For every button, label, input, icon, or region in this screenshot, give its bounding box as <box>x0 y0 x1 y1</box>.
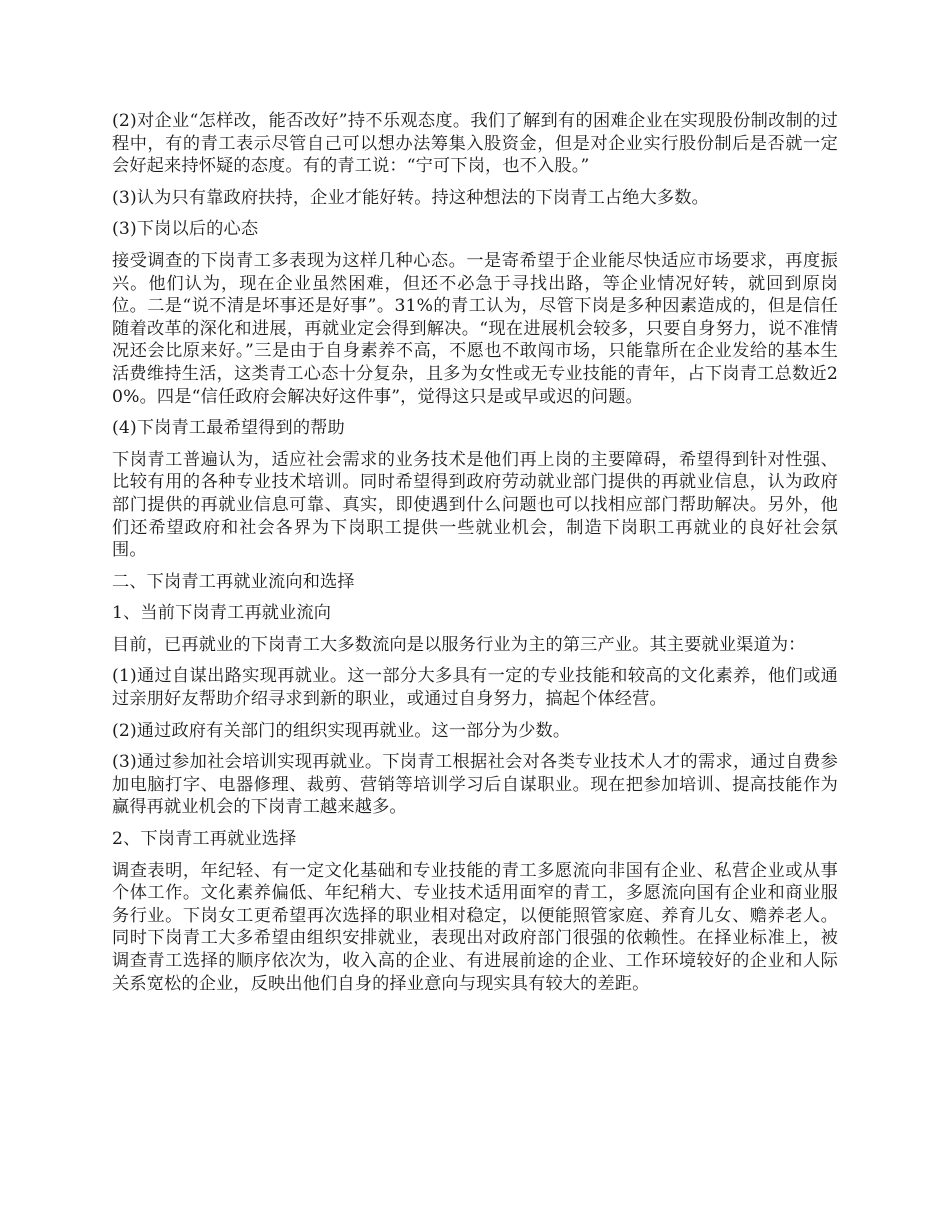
paragraph-government-support: (3)认为只有靠政府扶持，企业才能好转。持这种想法的下岗青工占绝大多数。 <box>112 187 709 208</box>
paragraph-attitude-reform: (2)对企业“怎样改，能否改好”持不乐观态度。我们了解到有的困难企业在实现股份制改制的过程中，有的青工表示尽管自己可以想办法筹集入股资金，但是对企业实行股份制后是否就一定会好起来持怀疑的态度。有的青工说：“宁可下岗，也不入股。” <box>112 111 838 177</box>
section-heading-choice: 2、下岗青工再就业选择 <box>112 829 297 850</box>
chapter-heading-reemployment: 二、下岗青工再就业流向和选择 <box>112 571 355 592</box>
paragraph-government-organized: (2)通过政府有关部门的组织实现再就业。这一部分为少数。 <box>112 720 571 741</box>
paragraph-self-employment: (1)通过自谋出路实现再就业。这一部分大多具有一定的专业技能和较高的文化素养，他们或通过亲朋好友帮助介绍寻求到新的职业，或通过自身努力，搞起个体经营。 <box>112 666 838 710</box>
paragraph-help: 下岗青工普遍认为，适应社会需求的业务技术是他们再上岗的主要障碍，希望得到针对性强、比较有用的各种专业技术培训。同时希望得到政府劳动就业部门提供的再就业信息，认为政府部门提供的再就业信息可靠、真实，即使遇到什么问题也可以找相应部门帮助解决。另外，他们还希望政府和社会各界为下岗职工提供一些就业机会，制造下岗职工再就业的良好社会氛围。 <box>112 449 838 561</box>
paragraph-choice: 调查表明，年纪轻、有一定文化基础和专业技能的青工多愿流向非国有企业、私营企业或从事个体工作。文化素养偏低、年纪稍大、专业技术适用面窄的青工，多愿流向国有企业和商业服务行业。下岗女工更希望再次选择的职业相对稳定，以便能照管家庭、养育儿女、赡养老人。同时下岗青工大多希望由组织安排就业，表现出对政府部门很强的依赖性。在择业标准上，被调查青工选择的顺序依次为，收入高的企业、有进展前途的企业、工作环境较好的企业和人际关系宽松的企业，反映出他们自身的择业意向与现实具有较大的差距。 <box>112 860 838 994</box>
paragraph-training: (3)通过参加社会培训实现再就业。下岗青工根据社会对各类专业技术人才的需求，通过自费参加电脑打字、电器修理、裁剪、营销等培训学习后自谋职业。现在把参加培训、提高技能作为赢得再就业机会的下岗青工越来越多。 <box>112 752 838 818</box>
section-heading-mindset: (3)下岗以后的心态 <box>112 219 259 240</box>
section-heading-help: (4)下岗青工最希望得到的帮助 <box>112 418 345 439</box>
paragraph-flow-intro: 目前，已再就业的下岗青工大多数流向是以服务行业为主的第三产业。其主要就业渠道为： <box>112 634 806 655</box>
paragraph-mindset: 接受调查的下岗青工多表现为这样几种心态。一是寄希望于企业能尽快适应市场要求，再度振兴。他们认为，现在企业虽然困难，但还不必急于寻找出路，等企业情况好转，就回到原岗位。二是“说不清是坏事还是好事”。31%的青工认为，尽管下岗是多种因素造成的，但是信任随着改革的深化和进展，再就业定会得到解决。“现在进展机会较多，只要自身努力，说不准情况还会比原来好。”三是由于自身素养不高，不愿也不敢闯市场，只能靠所在企业发给的基本生活费维持生活，这类青工心态十分复杂，且多为女性或无专业技能的青年，占下岗青工总数近20%。四是“信任政府会解决好这件事”，觉得这只是或早或迟的问题。 <box>112 250 838 407</box>
section-heading-flow: 1、当前下岗青工再就业流向 <box>112 603 332 624</box>
